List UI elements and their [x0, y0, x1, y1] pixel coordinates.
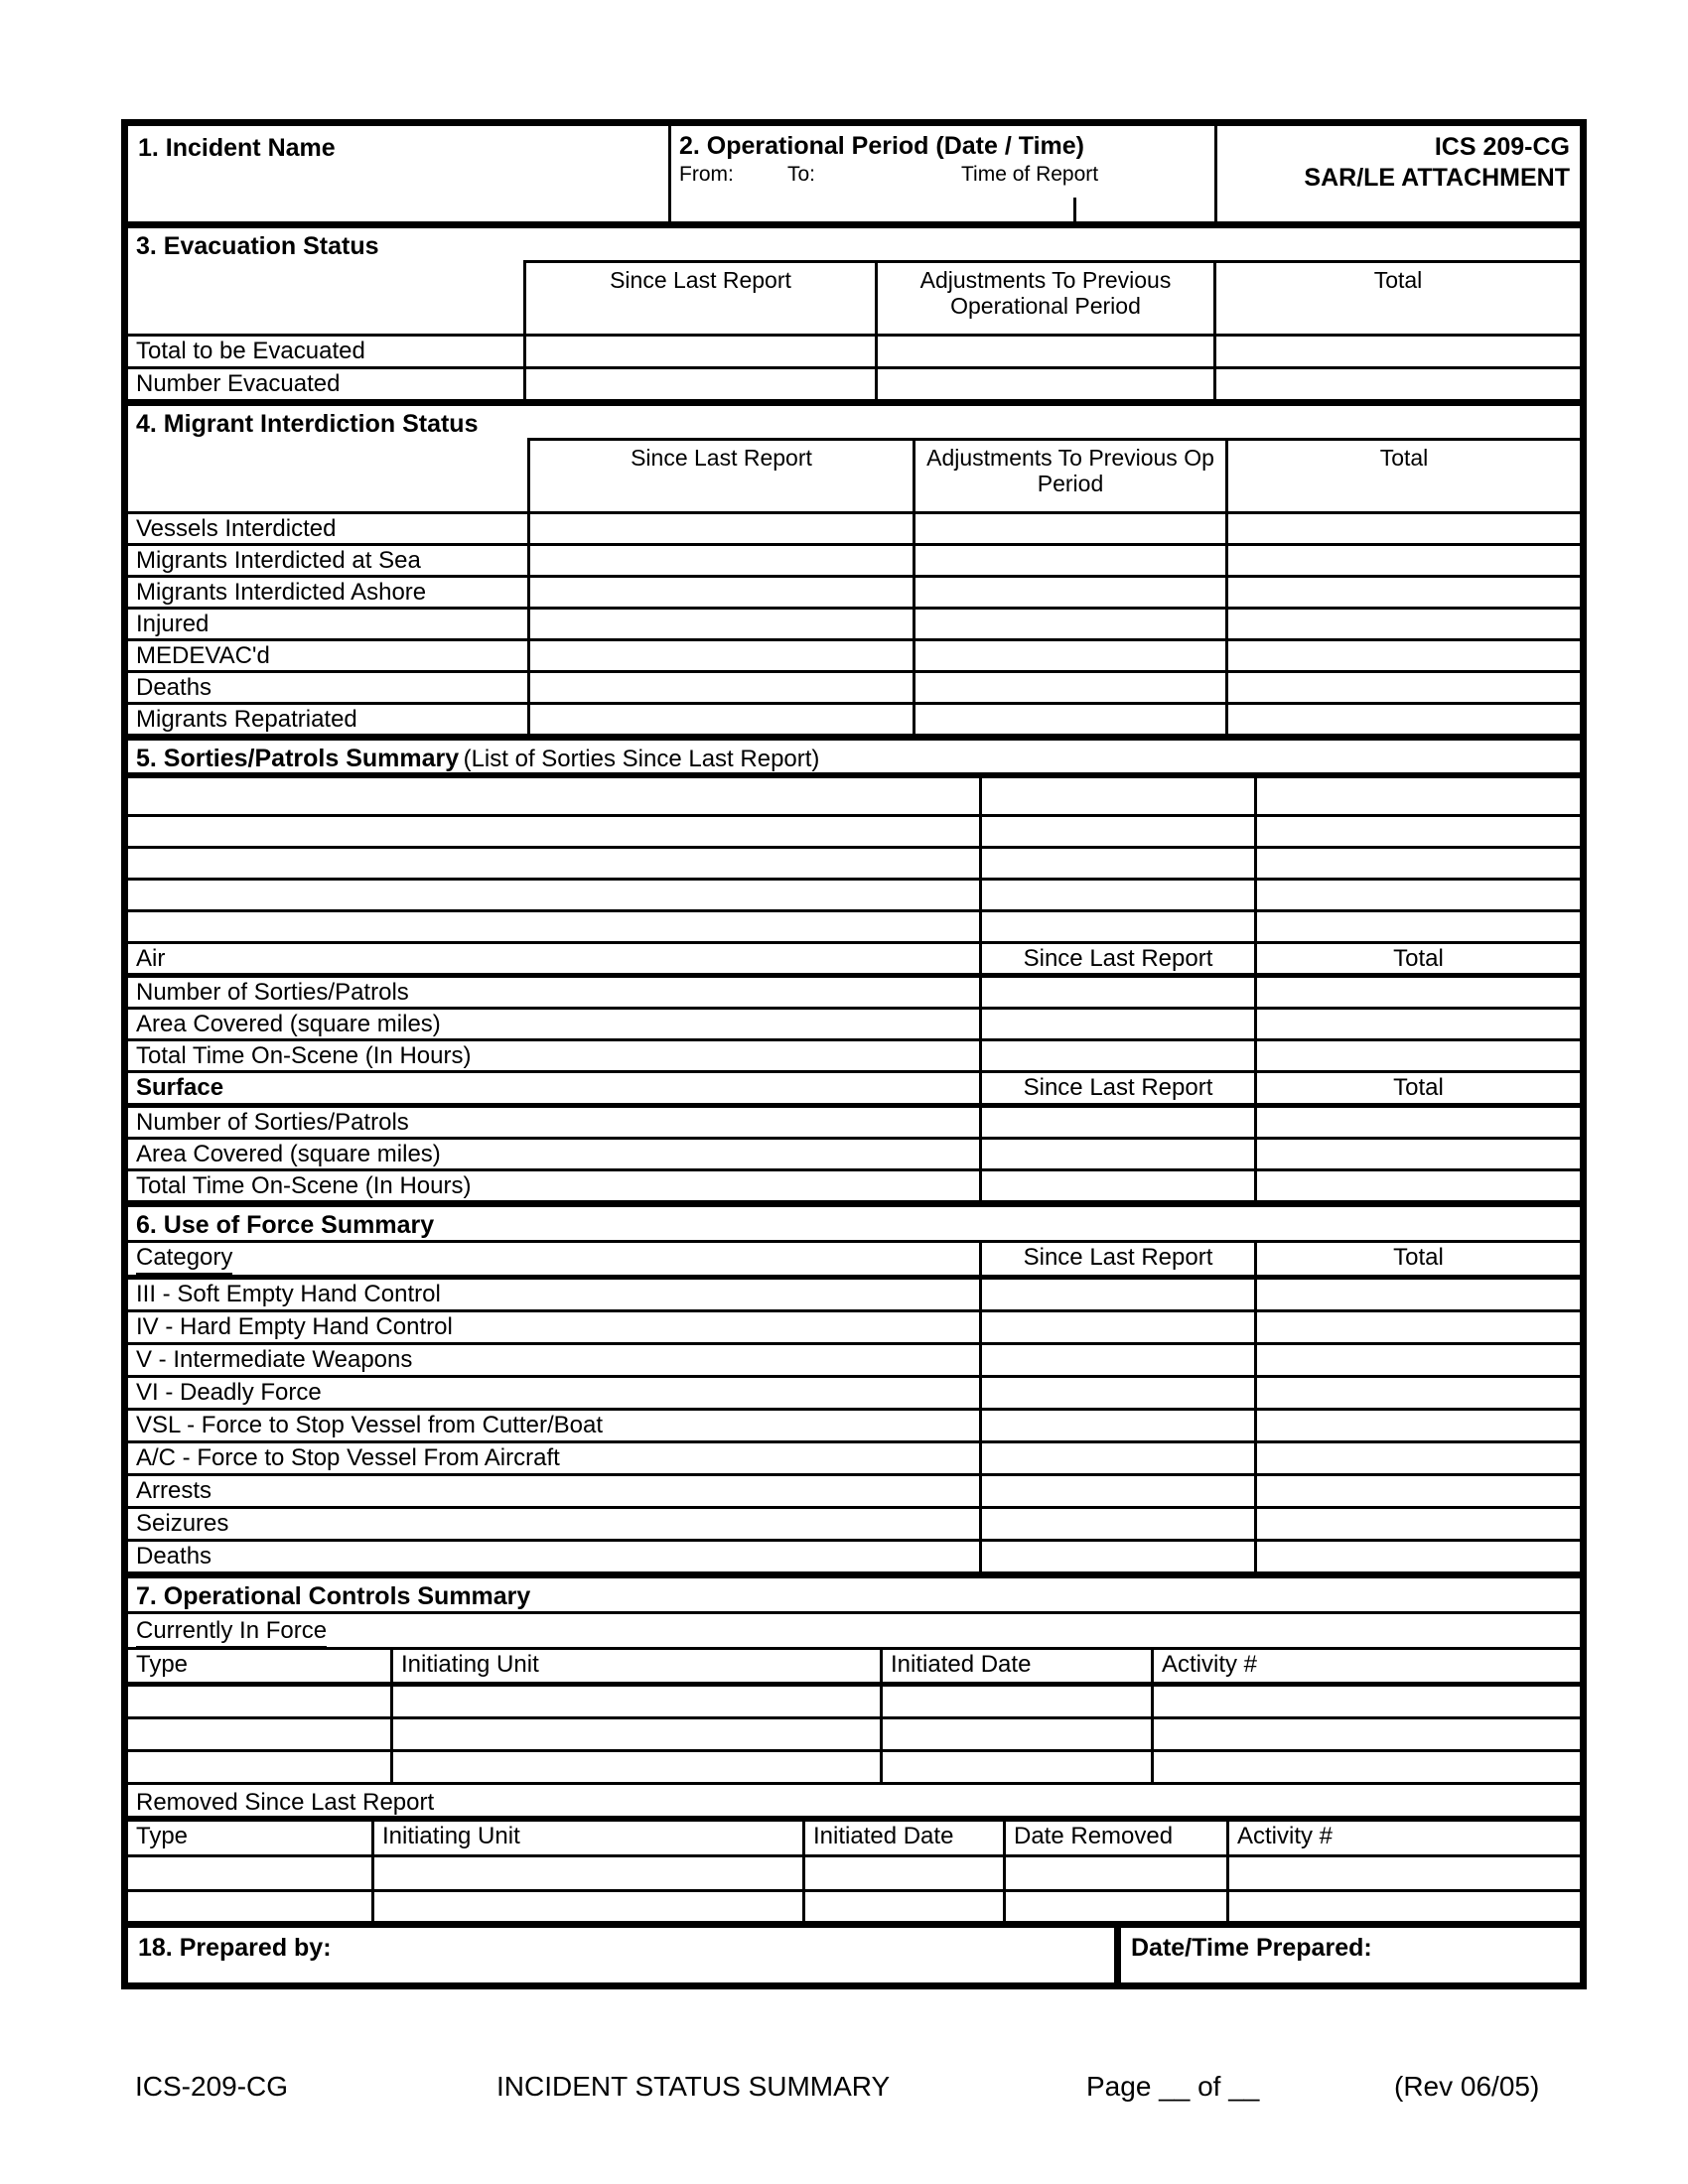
table-row [128, 1716, 1580, 1749]
table-row [128, 702, 1580, 734]
force-input-cell[interactable] [979, 1443, 1254, 1473]
table-row [128, 607, 1580, 638]
section-prepared-by [128, 1921, 1580, 1982]
table-row [128, 1038, 1580, 1070]
section-migrant-interdiction [128, 399, 1580, 734]
table-row [128, 1539, 1580, 1571]
force-header-row [128, 1243, 1580, 1277]
sorties-list-input-cell[interactable] [1254, 778, 1580, 814]
force-input-cell[interactable] [1254, 1378, 1580, 1408]
table-row [128, 909, 1580, 941]
air-input-cell[interactable] [1254, 1010, 1580, 1038]
section-operational-controls [128, 1571, 1580, 1921]
incident-name-label: 1. Incident Name [138, 134, 336, 162]
migrant-input-cell[interactable] [913, 514, 1225, 543]
controls-in-force-bar [128, 1614, 1580, 1650]
force-input-cell[interactable] [979, 1345, 1254, 1375]
migrant-row-label: MEDEVAC'd [136, 642, 270, 669]
table-row [128, 1309, 1580, 1342]
migrant-input-cell[interactable] [527, 546, 913, 575]
table-row [128, 366, 1580, 399]
evacuation-col-adjustments: Adjustments To Previous Operational Period [875, 260, 1213, 334]
form-id-cell [1214, 126, 1580, 221]
sorties-list-input-cell[interactable] [128, 912, 979, 941]
table-row [128, 1408, 1580, 1440]
surface-input-cell[interactable] [1254, 1171, 1580, 1200]
force-input-cell[interactable] [979, 1542, 1254, 1571]
table-row [128, 1342, 1580, 1375]
time-of-report-tick [1073, 198, 1076, 221]
removed-input-cell[interactable] [128, 1857, 371, 1889]
force-row-label: IV - Hard Empty Hand Control [136, 1313, 453, 1340]
evacuation-input-cell[interactable] [875, 369, 1213, 399]
table-row [128, 334, 1580, 366]
in-force-input-cell[interactable] [128, 1752, 390, 1782]
air-input-cell[interactable] [979, 1041, 1254, 1070]
in-force-col-activity: Activity # [1151, 1650, 1580, 1682]
air-row-label: Total Time On-Scene (In Hours) [136, 1042, 472, 1069]
sorties-list-input-cell[interactable] [128, 817, 979, 846]
controls-title-bar [128, 1578, 1580, 1614]
removed-input-cell[interactable] [1226, 1857, 1580, 1889]
force-input-cell[interactable] [1254, 1443, 1580, 1473]
air-row-label: Area Covered (square miles) [136, 1011, 441, 1037]
air-label: Air [136, 945, 165, 973]
table-row [128, 638, 1580, 670]
migrant-row-label: Migrants Interdicted Ashore [136, 579, 427, 606]
prepared-by-cell[interactable] [128, 1928, 1114, 1982]
surface-label: Surface [136, 1074, 223, 1103]
surface-input-cell[interactable] [1254, 1140, 1580, 1168]
removed-input-cell[interactable] [802, 1892, 1003, 1921]
force-row-label: Deaths [136, 1543, 212, 1570]
table-row [128, 1105, 1580, 1137]
footer-form-code: ICS-209-CG [135, 2071, 289, 2102]
footer-page-numbers: Page __ of __ [1086, 2071, 1260, 2102]
migrant-row-label: Migrants Interdicted at Sea [136, 547, 421, 574]
table-row [128, 543, 1580, 575]
migrant-input-cell[interactable] [527, 610, 913, 638]
force-input-cell[interactable] [979, 1476, 1254, 1506]
air-input-cell[interactable] [979, 978, 1254, 1007]
migrant-input-cell[interactable] [913, 705, 1225, 734]
removed-col-type: Type [136, 1823, 189, 1849]
evacuation-input-cell[interactable] [1213, 337, 1580, 366]
surface-input-cell[interactable] [979, 1108, 1254, 1137]
surface-row-label: Number of Sorties/Patrols [136, 1109, 409, 1136]
evacuation-col-total: Total [1213, 260, 1580, 334]
table-row [128, 670, 1580, 702]
form-name: SAR/LE ATTACHMENT [1304, 164, 1570, 192]
sorties-list-input-cell[interactable] [1254, 881, 1580, 909]
removed-input-cell[interactable] [371, 1892, 802, 1921]
migrant-input-cell[interactable] [1225, 641, 1580, 670]
evacuation-input-cell[interactable] [1213, 369, 1580, 399]
time-of-report-label: Time of Report [961, 163, 1099, 186]
force-col-since-last-report: Since Last Report [979, 1243, 1254, 1275]
sorties-list-input-cell[interactable] [128, 881, 979, 909]
removed-col-date-removed: Date Removed [1003, 1822, 1226, 1854]
force-row-label: A/C - Force to Stop Vessel From Aircraft [136, 1444, 560, 1471]
force-input-cell[interactable] [979, 1280, 1254, 1309]
migrant-input-cell[interactable] [913, 546, 1225, 575]
table-row [128, 878, 1580, 909]
form-header [128, 126, 1580, 221]
in-force-input-cell[interactable] [390, 1687, 880, 1716]
migrant-input-cell[interactable] [527, 705, 913, 734]
ics-209-cg-form [121, 119, 1587, 1989]
table-row [128, 1277, 1580, 1309]
migrant-input-cell[interactable] [1225, 546, 1580, 575]
migrant-col-total: Total [1225, 438, 1580, 511]
incident-name-cell[interactable] [128, 126, 668, 221]
sorties-list-input-cell[interactable] [128, 849, 979, 878]
operational-period-label: 2. Operational Period (Date / Time) [679, 132, 1084, 160]
surface-row-label: Area Covered (square miles) [136, 1141, 441, 1167]
sorties-list-input-cell[interactable] [979, 778, 1254, 814]
sorties-list-input-cell[interactable] [1254, 849, 1580, 878]
sorties-list-input-cell[interactable] [1254, 912, 1580, 941]
migrant-col-since-last-report: Since Last Report [527, 438, 913, 511]
table-row [128, 1440, 1580, 1473]
table-row [128, 1857, 1580, 1889]
to-label: To: [787, 163, 816, 186]
removed-col-activity: Activity # [1226, 1822, 1580, 1854]
force-category-label: Category [136, 1244, 232, 1275]
footer-revision: (Rev 06/05) [1394, 2071, 1540, 2102]
table-row [128, 575, 1580, 607]
controls-title: 7. Operational Controls Summary [136, 1582, 531, 1610]
form-code: ICS 209-CG [1434, 133, 1570, 161]
force-input-cell[interactable] [1254, 1345, 1580, 1375]
surface-col-since-last-report: Since Last Report [979, 1073, 1254, 1103]
migrant-row-label: Migrants Repatriated [136, 706, 357, 733]
removed-input-cell[interactable] [1003, 1857, 1226, 1889]
table-row [128, 975, 1580, 1007]
sorties-title-note: (List of Sorties Since Last Report) [463, 746, 820, 772]
sorties-list-input-cell[interactable] [1254, 817, 1580, 846]
operational-period-cell[interactable] [668, 126, 1214, 221]
force-input-cell[interactable] [1254, 1509, 1580, 1539]
datetime-prepared-label: Date/Time Prepared: [1131, 1934, 1372, 1962]
migrant-input-cell[interactable] [1225, 610, 1580, 638]
surface-input-cell[interactable] [979, 1171, 1254, 1200]
sorties-title: 5. Sorties/Patrols Summary [136, 745, 460, 772]
migrant-row-label: Vessels Interdicted [136, 515, 337, 542]
table-row [128, 1137, 1580, 1168]
surface-input-cell[interactable] [1254, 1108, 1580, 1137]
migrant-col-adjustments: Adjustments To Previous Op Period [913, 438, 1225, 511]
evacuation-col-since-last-report: Since Last Report [523, 260, 875, 334]
evacuation-input-cell[interactable] [523, 337, 875, 366]
migrant-input-cell[interactable] [1225, 705, 1580, 734]
table-row [128, 1375, 1580, 1408]
air-input-cell[interactable] [1254, 978, 1580, 1007]
table-row [128, 778, 1580, 814]
force-input-cell[interactable] [979, 1312, 1254, 1342]
migrant-input-cell[interactable] [913, 673, 1225, 702]
section-sorties-patrols [128, 734, 1580, 1200]
sorties-surface-header-row [128, 1070, 1580, 1105]
air-col-since-last-report: Since Last Report [979, 944, 1254, 973]
migrant-input-cell[interactable] [913, 641, 1225, 670]
migrant-input-cell[interactable] [527, 578, 913, 607]
sorties-list-input-cell[interactable] [979, 849, 1254, 878]
evacuation-title: 3. Evacuation Status [136, 232, 379, 260]
force-title-bar [128, 1207, 1580, 1243]
migrant-input-cell[interactable] [527, 641, 913, 670]
force-row-label: Seizures [136, 1510, 229, 1537]
migrant-header-row [128, 406, 1580, 511]
currently-in-force-label: Currently In Force [136, 1617, 327, 1649]
force-col-total: Total [1254, 1243, 1580, 1275]
force-row-label: III - Soft Empty Hand Control [136, 1281, 441, 1307]
removed-header-row [128, 1822, 1580, 1857]
in-force-input-cell[interactable] [128, 1719, 390, 1749]
in-force-input-cell[interactable] [390, 1719, 880, 1749]
in-force-input-cell[interactable] [1151, 1719, 1580, 1749]
migrant-input-cell[interactable] [913, 578, 1225, 607]
migrant-input-cell[interactable] [913, 610, 1225, 638]
sorties-list-input-cell[interactable] [979, 881, 1254, 909]
in-force-col-initiated-date: Initiated Date [880, 1650, 1151, 1682]
operational-period-sublabels [671, 163, 1214, 189]
in-force-input-cell[interactable] [1151, 1752, 1580, 1782]
migrant-input-cell[interactable] [527, 514, 913, 543]
migrant-input-cell[interactable] [1225, 514, 1580, 543]
force-input-cell[interactable] [979, 1509, 1254, 1539]
evacuation-row-label: Total to be Evacuated [136, 338, 365, 364]
table-row [128, 846, 1580, 878]
evacuation-header-row [128, 228, 1580, 334]
table-row [128, 1749, 1580, 1782]
force-input-cell[interactable] [979, 1411, 1254, 1440]
force-input-cell[interactable] [1254, 1280, 1580, 1309]
evacuation-row-label: Number Evacuated [136, 370, 341, 397]
in-force-input-cell[interactable] [880, 1752, 1151, 1782]
force-title: 6. Use of Force Summary [136, 1211, 435, 1239]
surface-input-cell[interactable] [979, 1140, 1254, 1168]
migrant-row-label: Deaths [136, 674, 212, 701]
in-force-input-cell[interactable] [880, 1719, 1151, 1749]
air-input-cell[interactable] [979, 1010, 1254, 1038]
from-label: From: [679, 163, 734, 186]
force-input-cell[interactable] [1254, 1411, 1580, 1440]
evacuation-input-cell[interactable] [523, 369, 875, 399]
table-row [128, 1473, 1580, 1506]
table-row [128, 1007, 1580, 1038]
in-force-input-cell[interactable] [390, 1752, 880, 1782]
page-footer [121, 2071, 1587, 2111]
air-col-total: Total [1254, 944, 1580, 973]
removed-since-last-report-label: Removed Since Last Report [136, 1789, 434, 1821]
air-input-cell[interactable] [1254, 1041, 1580, 1070]
surface-col-total: Total [1254, 1073, 1580, 1103]
removed-input-cell[interactable] [128, 1892, 371, 1921]
force-input-cell[interactable] [979, 1378, 1254, 1408]
migrant-row-label: Injured [136, 611, 210, 637]
section-use-of-force [128, 1200, 1580, 1571]
removed-input-cell[interactable] [1003, 1892, 1226, 1921]
controls-removed-bar [128, 1782, 1580, 1822]
sorties-list-input-cell[interactable] [979, 817, 1254, 846]
migrant-input-cell[interactable] [527, 673, 913, 702]
in-force-col-initiating-unit: Initiating Unit [390, 1650, 880, 1682]
table-row [128, 1506, 1580, 1539]
table-row [128, 814, 1580, 846]
datetime-prepared-cell[interactable] [1114, 1928, 1580, 1982]
section-evacuation-status [128, 221, 1580, 399]
table-row [128, 1889, 1580, 1921]
force-row-label: V - Intermediate Weapons [136, 1346, 413, 1373]
in-force-header-row [128, 1650, 1580, 1684]
in-force-input-cell[interactable] [880, 1687, 1151, 1716]
air-row-label: Number of Sorties/Patrols [136, 979, 409, 1006]
force-input-cell[interactable] [1254, 1312, 1580, 1342]
table-row [128, 1168, 1580, 1200]
force-input-cell[interactable] [1254, 1542, 1580, 1571]
table-row [128, 511, 1580, 543]
sorties-title-bar [128, 741, 1580, 778]
migrant-input-cell[interactable] [1225, 673, 1580, 702]
sorties-list-input-cell[interactable] [979, 912, 1254, 941]
removed-input-cell[interactable] [371, 1857, 802, 1889]
evacuation-input-cell[interactable] [875, 337, 1213, 366]
prepared-by-label: 18. Prepared by: [138, 1934, 332, 1962]
force-row-label: Arrests [136, 1477, 212, 1504]
removed-col-initiated-date: Initiated Date [802, 1822, 1003, 1854]
surface-row-label: Total Time On-Scene (In Hours) [136, 1172, 472, 1199]
removed-input-cell[interactable] [1226, 1892, 1580, 1921]
migrant-input-cell[interactable] [1225, 578, 1580, 607]
table-row [128, 1684, 1580, 1716]
force-row-label: VI - Deadly Force [136, 1379, 322, 1406]
sorties-list-input-cell[interactable] [128, 778, 979, 814]
force-row-label: VSL - Force to Stop Vessel from Cutter/Boat [136, 1412, 603, 1438]
removed-col-initiating-unit: Initiating Unit [371, 1822, 802, 1854]
migrant-title: 4. Migrant Interdiction Status [136, 410, 479, 438]
sorties-air-header-row [128, 941, 1580, 975]
in-force-input-cell[interactable] [128, 1687, 390, 1716]
in-force-input-cell[interactable] [1151, 1687, 1580, 1716]
force-input-cell[interactable] [1254, 1476, 1580, 1506]
in-force-col-type: Type [136, 1651, 189, 1678]
footer-form-title: INCIDENT STATUS SUMMARY [496, 2071, 891, 2102]
removed-input-cell[interactable] [802, 1857, 1003, 1889]
